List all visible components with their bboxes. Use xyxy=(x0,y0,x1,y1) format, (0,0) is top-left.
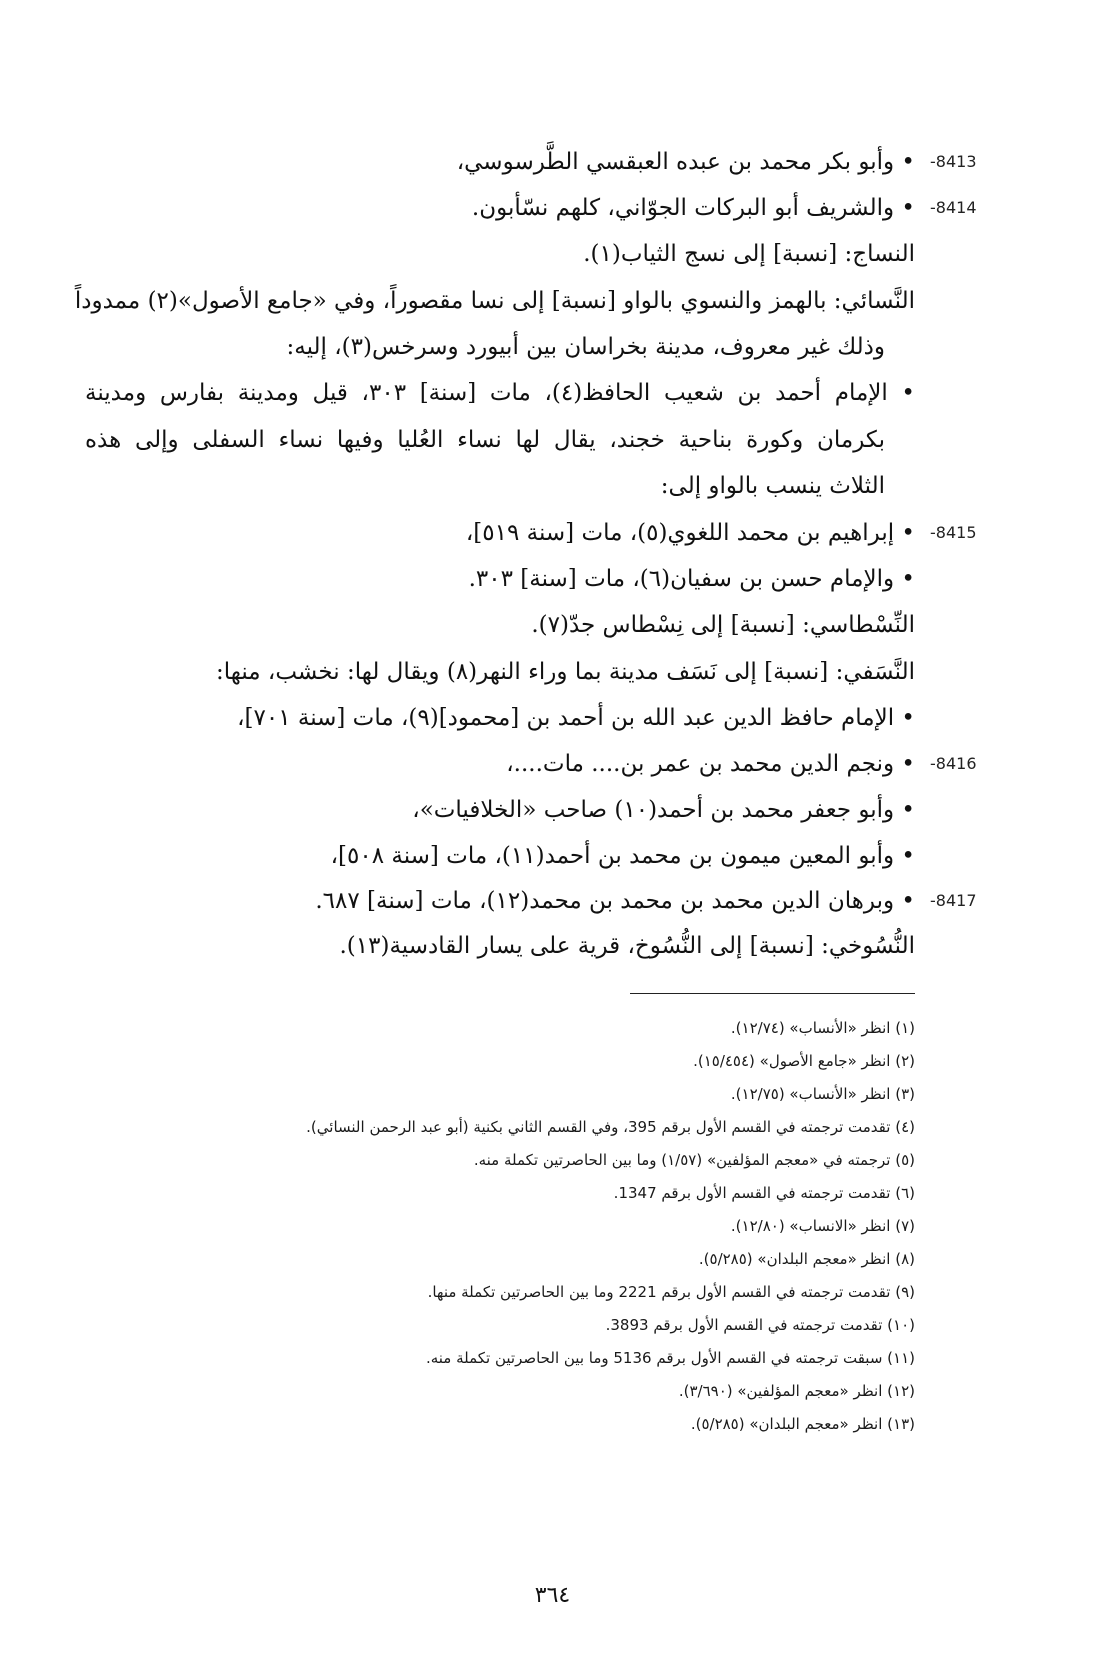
heading-line: النَّسَفي: [نسبة] إلى نَسَف مدينة بما وراء النهر(٨) ويقال لها: نخشب، منها: xyxy=(215,659,915,685)
text-line: • الإمام أحمد بن شعيب الحافظ(٤)، مات [سنة] ٣٠٣، قيل ومدينة بفارس ومدينة xyxy=(85,380,916,406)
footnote: (٥) ترجمته في «معجم المؤلفين» (١/٥٧) وما بين الحاصرتين تكملة منه. xyxy=(473,1151,915,1169)
entry-number: -8414 xyxy=(930,198,977,217)
footnote: (٢) انظر «جامع الأصول» (١٥/٤٥٤). xyxy=(693,1052,915,1070)
text-line: • إبراهيم بن محمد اللغوي(٥)، مات [سنة ٥١٩]، xyxy=(465,520,915,546)
footnote: (١) انظر «الأنساب» (١٢/٧٤). xyxy=(730,1019,915,1037)
heading-line: النِّسْطاسي: [نسبة] إلى نِسْطاس جدّ(٧). xyxy=(531,612,915,638)
text-line: • وأبو بكر محمد بن عبده العبقسي الطَّرسوسي، xyxy=(456,149,915,175)
text-line: بكرمان وكورة بناحية خجند، يقال لها نساء العُليا وفيها نساء السفلى وإلى هذه xyxy=(85,427,885,453)
page-number: ٣٦٤ xyxy=(534,1583,571,1608)
footnote: (٨) انظر «معجم البلدان» (٥/٢٨٥). xyxy=(698,1250,915,1268)
footnote-separator xyxy=(630,993,915,994)
entry-number: -8416 xyxy=(930,754,977,773)
entry-number: -8415 xyxy=(930,523,977,542)
heading-line: النُّسُوخي: [نسبة] إلى النُّسُوخ، قرية على يسار القادسية(١٣). xyxy=(339,933,915,959)
footnote: (٧) انظر «الانساب» (١٢/٨٠). xyxy=(730,1217,915,1235)
footnote: (٤) تقدمت ترجمته في القسم الأول برقم 395، وفي القسم الثاني بكنية (أبو عبد الرحمن النسائي). xyxy=(306,1118,915,1136)
heading-line: النساج: [نسبة] إلى نسج الثياب(١). xyxy=(583,241,915,267)
heading-line: النَّسائي: بالهمز والنسوي بالواو [نسبة] إلى نسا مقصوراً، وفي «جامع الأصول»(٢) ممدوداً xyxy=(74,288,915,314)
text-line: • ونجم الدين محمد بن عمر بن.... مات....، xyxy=(506,751,915,777)
text-line: وذلك غير معروف، مدينة بخراسان بين أبيورد وسرخس(٣)، إليه: xyxy=(286,334,885,360)
text-line: • والشريف أبو البركات الجوّاني، كلهم نسّأبون. xyxy=(471,195,915,221)
footnote: (٩) تقدمت ترجمته في القسم الأول برقم 2221 وما بين الحاصرتين تكملة منها. xyxy=(427,1283,915,1301)
text-line: • وبرهان الدين محمد بن محمد بن محمد(١٢)، مات [سنة] ٦٨٧. xyxy=(315,888,915,914)
footnote: (١٢) انظر «معجم المؤلفين» (٣/٦٩٠). xyxy=(678,1382,915,1400)
text-line: • وأبو جعفر محمد بن أحمد(١٠) صاحب «الخلافيات»، xyxy=(412,797,915,823)
text-line: • والإمام حسن بن سفيان(٦)، مات [سنة] ٣٠٣. xyxy=(468,566,915,592)
footnote: (١٣) انظر «معجم البلدان» (٥/٢٨٥). xyxy=(690,1415,915,1433)
text-line: • الإمام حافظ الدين عبد الله بن أحمد بن [محمود](٩)، مات [سنة ٧٠١]، xyxy=(237,705,915,731)
entry-number: -8413 xyxy=(930,152,977,171)
footnote: (١١) سبقت ترجمته في القسم الأول برقم 5136 وما بين الحاصرتين تكملة منه. xyxy=(425,1349,915,1367)
text-line: الثلاث ينسب بالواو إلى: xyxy=(660,473,885,499)
entry-number: -8417 xyxy=(930,891,977,910)
footnote: (١٠) تقدمت ترجمته في القسم الأول برقم 3893. xyxy=(605,1316,915,1334)
footnote: (٣) انظر «الأنساب» (١٢/٧٥). xyxy=(730,1085,915,1103)
footnote: (٦) تقدمت ترجمته في القسم الأول برقم 1347. xyxy=(613,1184,915,1202)
text-line: • وأبو المعين ميمون بن محمد بن أحمد(١١)، مات [سنة ٥٠٨]، xyxy=(330,843,915,869)
